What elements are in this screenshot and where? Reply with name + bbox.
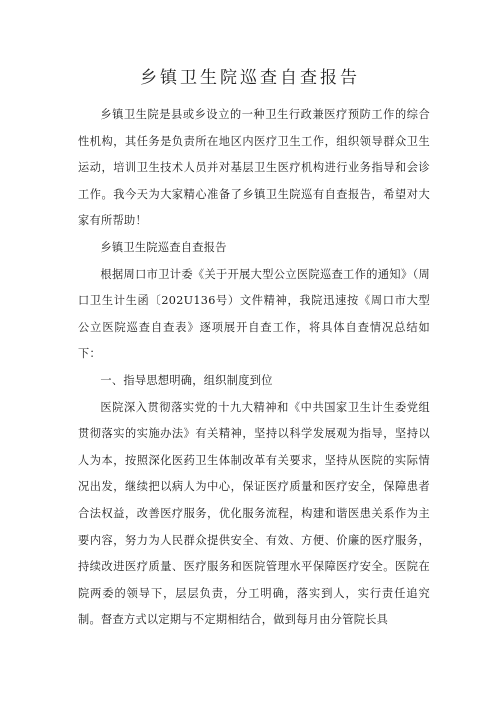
- section-heading-1: 一、指导思想明确，组织制度到位: [100, 373, 273, 387]
- intro-paragraph: 乡镇卫生院是县或乡设立的一种卫生行政兼医疗预防工作的综合性机构，其任务是负责所在地区内医疗卫生工作，组织领导群众卫生运动，培训卫生技术人员并对基层卫生医疗机构进行业务指导和会诊工作。我今天为大家精心准备了乡镇卫生院巡有自查报告，希望对大家有所帮助！: [78, 108, 430, 228]
- report-subtitle: 乡镇卫生院巡查自查报告: [100, 240, 227, 254]
- document-title: 乡镇卫生院巡查自查报告: [140, 68, 360, 88]
- section-1-paragraph: 医院深入贯彻落实党的十九大精神和《中共国家卫生计生委党组贯彻落实的实施办法》有关精神，坚持以科学发展观为指导，坚持以人为本，按照深化医药卫生体制改革有关要求，坚持从医院的实际情况出发，继续把以病人为中心，保证医疗质量和医疗安全，保障患者合法权益，改善医疗服务，优化服务流程，构建和谐医患关系作为主要内容，努力为人民群众提供安全、有效、方便、价廉的医疗服务，持续改进医疗质量、医疗服务和医院管理水平保障医疗安全。医院在院两委的领导下，层层负责，分工明确，落实到人，实行责任追究制。督查方式以定期与不定期相结合，做到每月由分管院长具: [78, 400, 430, 627]
- basis-paragraph: 根据周口市卫计委《关于开展大型公立医院巡查工作的通知》（周口卫生计生函〔202U136号）文件精神，我院迅速按《周口市大型公立医院巡查自查表》逐项展开自查工作，将具体自查情况总结如下：: [78, 267, 430, 361]
- document-body: [78, 102, 430, 634]
